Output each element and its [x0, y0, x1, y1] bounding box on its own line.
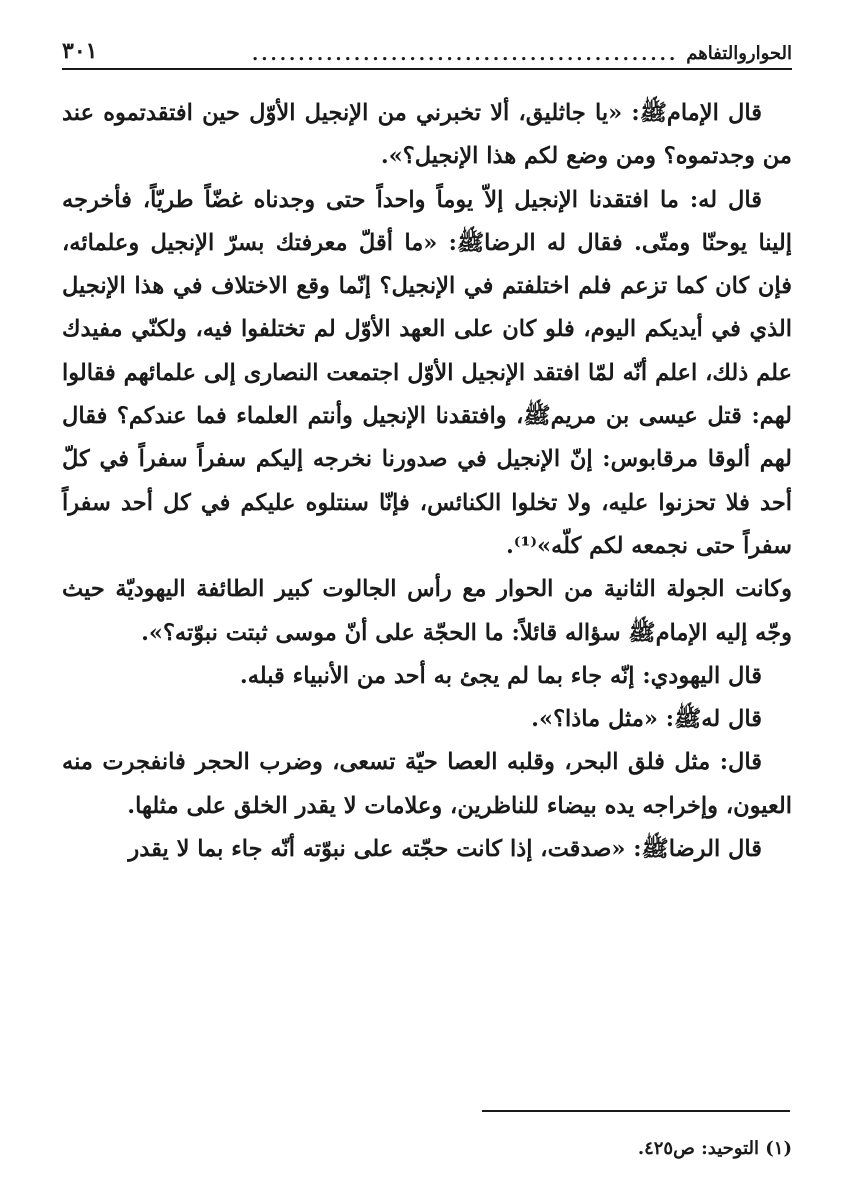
- paragraph-second-round: وكانت الجولة الثانية من الحوار مع رأس الجالوت كبير الطائفة اليهوديّة حيث وجّه إليه الإمامﷺ سؤاله قائلاً: ما الحجّة على أنّ موسى ثبتت نبوّته؟».: [62, 576, 792, 646]
- body-text: [62, 92, 792, 871]
- paragraph-miracles: قال: مثل فلق البحر، وقلبه العصا حيّة تسعى، وضرب الحجر فانفجرت منه العيون، وإخراجه يده بيضاء للناظرين، وعلامات لا يقدر الخلق على مثلها.: [62, 749, 792, 819]
- page-number: ٣٠١: [62, 38, 98, 64]
- leader-dots: ..............................................: [251, 46, 679, 64]
- paragraph-imam-question: قال الإمامﷺ: «يا جاثليق، ألا تخبرني من الإنجيل الأوّل حين افتقدتموه عند من وجدتموه؟ ومن وضع لكم هذا الإنجيل؟».: [62, 100, 792, 170]
- paragraph-like-what: قال لهﷺ: «مثل ماذا؟».: [531, 706, 762, 733]
- footnote-divider: [482, 1110, 790, 1112]
- running-header: [62, 34, 792, 70]
- footnote: (١) التوحيد: ص٤٢٥.: [637, 1138, 792, 1159]
- paragraph-jathliq-reply: قال له: ما افتقدنا الإنجيل إلاّ يوماً واحداً حتى وجدناه غضّاً طريّاً، فأخرجه إلينا يوحنّا ومتّى. فقال له الرضاﷺ: «ما أقلّ معرفتك بسرّ الإنجيل وعلمائه، فإن كان كما تزعم فلم اختلفتم في الإنجيل؟ إنّما وقع الاختلاف في هذا الإنجيل الذي في أيديكم اليوم، فلو كان على العهد الأوّل لم تختلفوا فيه، ولكنّي مفيدك علم ذلك، اعلم أنّه لمّا افتقد الإنجيل الأوّل اجتمعت النصارى إلى علمائهم فقالوا لهم: قتل عيسى بن مريمﷺ، وافتقدنا الإنجيل وأنتم العلماء فما عندكم؟ فقال لهم ألوقا مرقابوس: إنّ الإنجيل في صدورنا نخرجه إليكم سفراً سفراً في كلّ أحد فلا تحزنوا عليه، ولا تخلوا الكنائس، فإنّا سنتلوه عليكم في كل أحد سفراً سفراً حتى نجمعه لكم كلّه»⁽¹⁾.: [62, 186, 792, 559]
- running-title: الحواروالتفاهم: [686, 43, 792, 64]
- paragraph-rida-reply: قال الرضاﷺ: «صدقت، إذا كانت حجّته على نبوّته أنّه جاء بما لا يقدر: [128, 836, 762, 863]
- paragraph-jewish-answer: قال اليهودي: إنّه جاء بما لم يجئ به أحد من الأنبياء قبله.: [239, 662, 762, 689]
